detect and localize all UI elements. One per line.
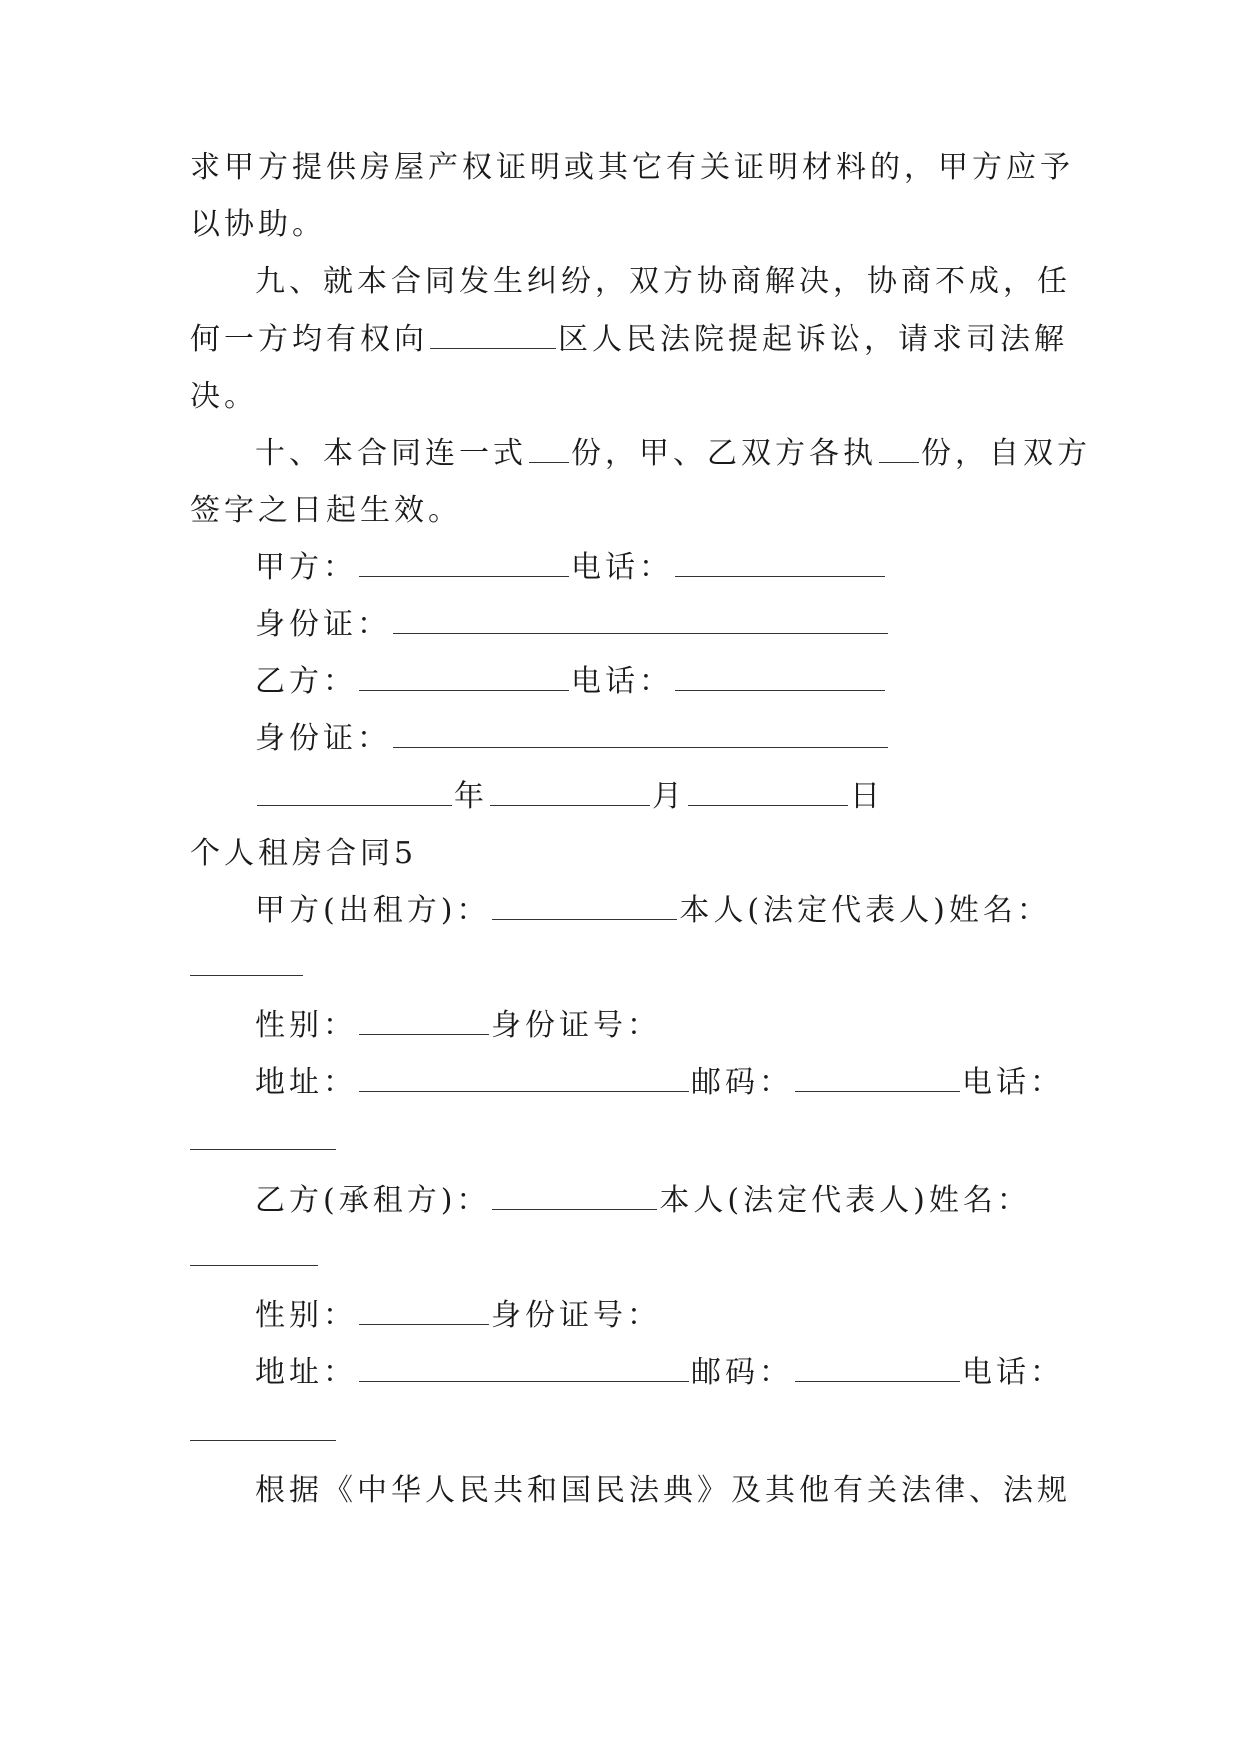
lessor-gender-line: 性别： 身份证号： — [255, 1008, 661, 1043]
copies-each-blank[interactable] — [879, 436, 919, 463]
party-b-phone-blank[interactable] — [675, 664, 885, 691]
lessee-address-line: 地址： 邮码： 电话： — [255, 1355, 1064, 1390]
lessor-name-blank[interactable] — [492, 893, 677, 920]
party-b-id-blank[interactable] — [393, 721, 888, 748]
party-a-id-line: 身份证： — [255, 605, 890, 645]
lessee-representative-blank[interactable] — [190, 1265, 318, 1266]
lessor-representative-blank[interactable] — [190, 975, 303, 976]
lessee-postcode-blank[interactable] — [795, 1355, 960, 1382]
party-b-name-blank[interactable] — [359, 664, 569, 691]
section-title: 个人租房合同5 — [190, 836, 418, 871]
basis-line: 根据《中华人民共和国民法典》及其他有关法律、法规 — [255, 1473, 1071, 1508]
party-a-name-blank[interactable] — [359, 550, 569, 577]
lessor-address-blank[interactable] — [359, 1065, 689, 1092]
lessee-phone-blank[interactable] — [190, 1440, 336, 1441]
court-district-blank[interactable] — [430, 322, 556, 349]
party-a-signature-line: 甲方： 电话： — [255, 548, 887, 588]
clause9-line3: 决。 — [190, 379, 258, 414]
lessee-line: 乙方(承租方)： 本人(法定代表人)姓名： — [255, 1183, 1031, 1218]
clause9-line1: 九、就本合同发生纠纷，双方协商解决，协商不成，任 — [255, 264, 1071, 299]
lessor-postcode-blank[interactable] — [795, 1065, 960, 1092]
lessee-gender-line: 性别： 身份证号： — [255, 1298, 661, 1333]
lessor-gender-blank[interactable] — [359, 1008, 489, 1035]
day-blank[interactable] — [688, 779, 848, 806]
year-blank[interactable] — [257, 779, 452, 806]
party-a-phone-blank[interactable] — [675, 550, 885, 577]
lessor-phone-blank[interactable] — [190, 1149, 336, 1150]
date-line: 年 月 日 — [255, 777, 884, 817]
party-a-id-blank[interactable] — [393, 607, 888, 634]
party-b-id-line: 身份证： — [255, 719, 890, 759]
lessee-name-blank[interactable] — [492, 1183, 657, 1210]
clause10-line1: 十、本合同连一式 份，甲、乙双方各执 份，自双方 — [255, 436, 1091, 471]
clause9-line2: 何一方均有权向 区人民法院提起诉讼，请求司法解 — [190, 322, 1068, 357]
lessee-address-blank[interactable] — [359, 1355, 689, 1382]
copies-total-blank[interactable] — [529, 436, 569, 463]
lessor-line: 甲方(出租方)： 本人(法定代表人)姓名： — [255, 893, 1051, 928]
lessor-address-line: 地址： 邮码： 电话： — [255, 1065, 1064, 1100]
month-blank[interactable] — [490, 779, 650, 806]
party-b-signature-line: 乙方： 电话： — [255, 662, 887, 702]
clause8-tail-line2: 以协助。 — [190, 207, 326, 242]
lessee-gender-blank[interactable] — [359, 1298, 489, 1325]
clause8-tail-line1: 求甲方提供房屋产权证明或其它有关证明材料的，甲方应予 — [190, 150, 1074, 185]
clause10-line2: 签字之日起生效。 — [190, 493, 462, 528]
